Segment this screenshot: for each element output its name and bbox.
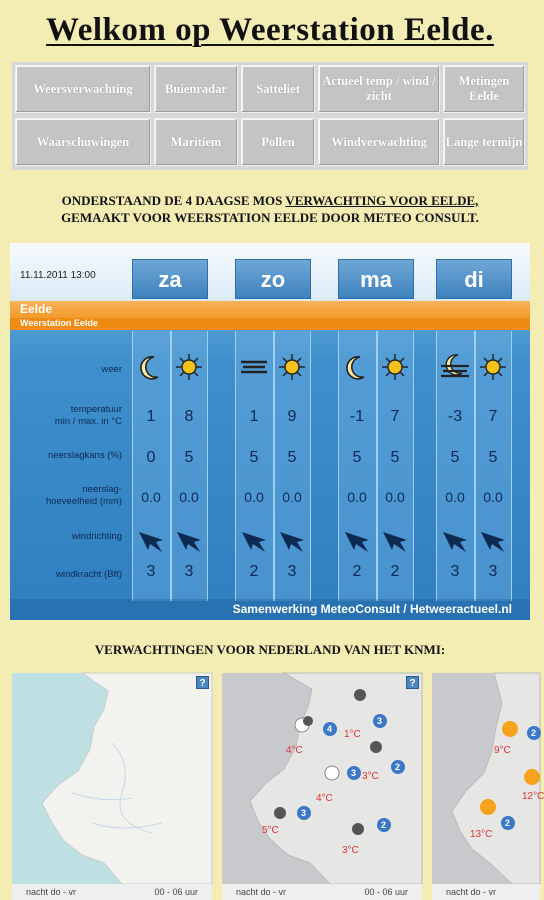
forecast-value: 1 (249, 408, 259, 425)
location-name: Eelde (20, 302, 53, 316)
map-temp: 4°C (316, 793, 333, 804)
knmi-map[interactable] (432, 673, 544, 900)
map-caption: nacht do - vr 00 - 06 uur (12, 884, 212, 900)
nav-pollen[interactable]: Pollen (241, 118, 315, 166)
arrow-icon (478, 526, 508, 556)
day-tab: ma (338, 259, 414, 299)
location-subtitle: Weerstation Eelde (20, 318, 98, 328)
row-label-neerslag: neerslag- hoeveelheid (mm) (45, 484, 122, 507)
nav-waarschuwingen[interactable]: Waarschuwingen (15, 118, 151, 166)
forecast-value: 5 (390, 449, 400, 466)
help-icon[interactable]: ? (406, 676, 419, 689)
location-bar (10, 301, 530, 318)
knmi-map[interactable] (222, 673, 422, 900)
day-tab: zo (235, 259, 311, 299)
moon-icon (342, 352, 372, 382)
forecast-value: 2 (352, 563, 362, 580)
nav-menu (12, 62, 528, 170)
map-temp: 3°C (342, 845, 359, 856)
forecast-value: 3 (450, 563, 460, 580)
nav-metingen-eelde[interactable]: Metingen Eelde (443, 65, 525, 113)
forecast-value: 5 (352, 449, 362, 466)
svg-text:3: 3 (301, 808, 307, 818)
map-symbols (222, 673, 422, 884)
moon-icon (136, 352, 166, 382)
arrow-icon (440, 526, 470, 556)
forecast-value: -3 (447, 408, 463, 425)
row-label-temperatuur: temperatuur min / max. in °C (54, 404, 122, 427)
row-label-windrichting: windrichting (71, 531, 122, 542)
row-label-windkracht: windkracht (Bft) (56, 569, 122, 580)
knmi-title: VERWACHTINGEN VOOR NEDERLAND VAN HET KNMI: (94, 642, 446, 657)
map-caption: nacht do - vr 00 - 06 uur (222, 884, 422, 900)
forecast-value: -1 (349, 408, 365, 425)
map-symbols (432, 673, 540, 884)
forecast-value: 1 (146, 408, 156, 425)
svg-text:3: 3 (377, 716, 383, 726)
forecast-value: 0.0 (179, 489, 199, 505)
svg-text:2: 2 (381, 820, 387, 830)
knmi-map[interactable] (12, 673, 212, 900)
intro-line2: GEMAAKT VOOR WEERSTATION EELDE DOOR METEO CONSULT. (61, 210, 479, 225)
map-temp: 12°C (522, 791, 544, 802)
day-tab: za (132, 259, 208, 299)
arrow-icon (174, 526, 204, 556)
forecast-value: 5 (450, 449, 460, 466)
arrow-icon (380, 526, 410, 556)
forecast-value: 7 (390, 408, 400, 425)
map-caption: nacht do - vr (432, 884, 540, 900)
arrow-icon (136, 526, 166, 556)
intro-link[interactable]: VERWACHTING VOOR EELDE, (285, 193, 479, 208)
sun-icon (380, 352, 410, 382)
forecast-value: 3 (184, 563, 194, 580)
nav-lange-termijn[interactable]: Lange termijn (443, 118, 525, 166)
arrow-icon (239, 526, 269, 556)
forecast-value: 7 (488, 408, 498, 425)
nav-buienradar[interactable]: Buienradar (154, 65, 238, 113)
arrow-icon (277, 526, 307, 556)
map-temp: 4°C (286, 745, 303, 756)
map-temp: 13°C (470, 829, 493, 840)
forecast-value: 0 (146, 449, 156, 466)
forecast-credit: Samenwerking MeteoConsult / Hetweeractueel.nl (10, 599, 530, 620)
forecast-datestamp: 11.11.2011 13:00 (20, 270, 96, 281)
forecast-value: 3 (146, 563, 156, 580)
forecast-value: 0.0 (483, 489, 503, 505)
forecast-value: 0.0 (445, 489, 465, 505)
svg-text:2: 2 (505, 818, 511, 828)
forecast-value: 5 (488, 449, 498, 466)
nav-windverwachting[interactable]: Windverwachting (318, 118, 440, 166)
forecast-value: 8 (184, 408, 194, 425)
forecast-value: 3 (488, 563, 498, 580)
sun-icon (277, 352, 307, 382)
sun-icon (174, 352, 204, 382)
day-tab: di (436, 259, 512, 299)
forecast-value: 2 (249, 563, 259, 580)
forecast-value: 0.0 (244, 489, 264, 505)
sun-icon (478, 352, 508, 382)
row-label-neerslagkans: neerslagkans (%) (48, 450, 122, 461)
intro-line1: ONDERSTAAND DE 4 DAAGSE MOS (61, 193, 286, 208)
page-title: Welkom op Weerstation Eelde. (46, 12, 494, 48)
map-temp: 9°C (494, 745, 511, 756)
forecast-value: 5 (287, 449, 297, 466)
forecast-value: 9 (287, 408, 297, 425)
nav-satteliet[interactable]: Satteliet (241, 65, 315, 113)
forecast-value: 2 (390, 563, 400, 580)
nav-weersverwachting[interactable]: Weersverwachting (15, 65, 151, 113)
fog-icon (239, 352, 269, 382)
forecast-value: 5 (249, 449, 259, 466)
map-land (12, 673, 212, 900)
svg-text:3: 3 (351, 768, 357, 778)
moon-fog-icon (440, 352, 470, 382)
svg-text:2: 2 (531, 728, 537, 738)
map-temp: 1°C (344, 729, 361, 740)
forecast-value: 5 (184, 449, 194, 466)
map-temp: 5°C (262, 825, 279, 836)
forecast-value: 0.0 (347, 489, 367, 505)
forecast-value: 0.0 (282, 489, 302, 505)
forecast-value: 0.0 (141, 489, 161, 505)
svg-text:2: 2 (395, 762, 401, 772)
svg-text:4: 4 (327, 724, 333, 734)
arrow-icon (342, 526, 372, 556)
intro-text (0, 192, 540, 226)
help-icon[interactable]: ? (196, 676, 209, 689)
row-label-weer: weer (101, 364, 122, 375)
forecast-value: 3 (287, 563, 297, 580)
map-temp: 3°C (362, 771, 379, 782)
forecast-panel (10, 243, 530, 620)
nav-actueel[interactable]: Actueel temp / wind / zicht (318, 65, 440, 113)
forecast-value: 0.0 (385, 489, 405, 505)
nav-maritiem[interactable]: Maritiem (154, 118, 238, 166)
